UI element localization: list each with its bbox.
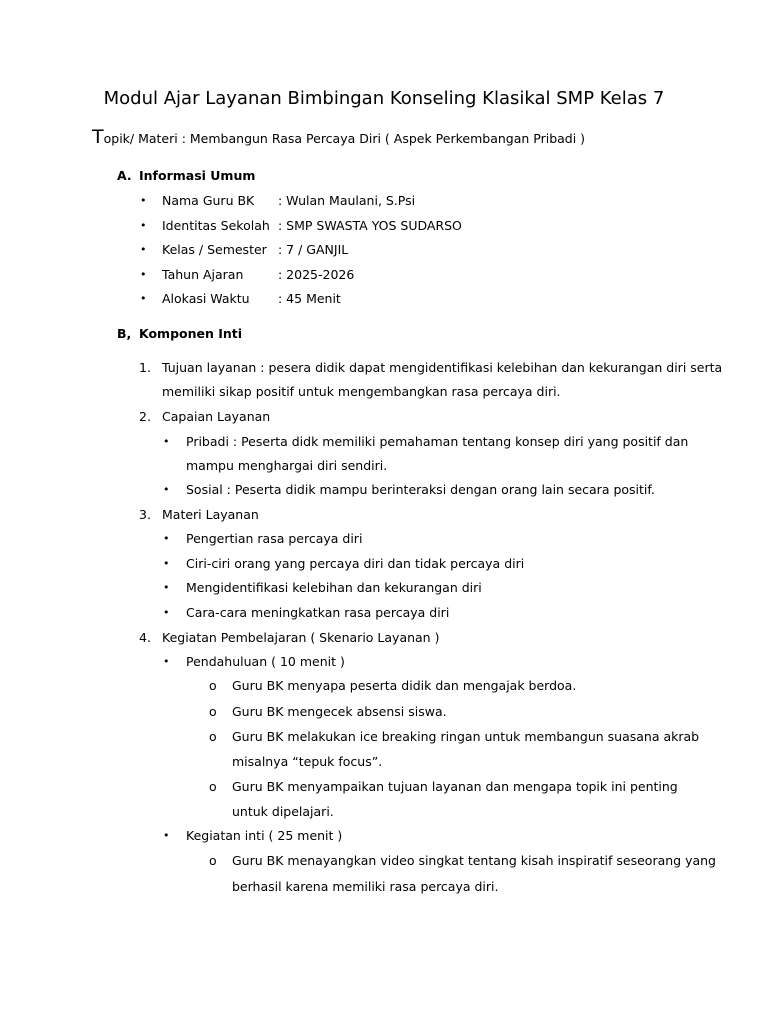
circle-bullet-icon: o <box>209 853 217 868</box>
list-item-text: Guru BK menyampaikan tujuan layanan dan mengapa topik ini penting <box>232 779 678 794</box>
list-item-text: Guru BK mengecek absensi siswa. <box>232 704 447 719</box>
list-number: 3. <box>139 507 151 522</box>
section-a-heading: Informasi Umum <box>139 168 256 183</box>
list-item-text: Pendahuluan ( 10 menit ) <box>186 654 345 669</box>
bullet-icon: • <box>140 243 147 256</box>
list-item-text: memiliki sikap positif untuk mengembangkan rasa percaya diri. <box>162 384 561 399</box>
circle-bullet-icon: o <box>209 678 217 693</box>
section-a-marker: A. <box>117 168 132 183</box>
list-item-text: Guru BK melakukan ice breaking ringan untuk membangun suasana akrab <box>232 729 700 744</box>
bullet-icon: • <box>140 194 147 207</box>
list-item-text: misalnya “tepuk focus”. <box>232 754 383 769</box>
circle-bullet-icon: o <box>209 729 217 744</box>
circle-bullet-icon: o <box>209 779 217 794</box>
info-value: : 7 / GANJIL <box>278 242 349 257</box>
list-number: 4. <box>139 630 151 645</box>
bullet-icon: • <box>163 532 170 545</box>
info-value: : 45 Menit <box>278 291 341 306</box>
list-item-text: Tujuan layanan : pesera didik dapat mengidentifikasi kelebihan dan kekurangan diri serta <box>162 360 723 375</box>
info-label: Nama Guru BK <box>162 193 255 208</box>
bullet-icon: • <box>163 557 170 570</box>
circle-bullet-icon: o <box>209 704 217 719</box>
info-label: Tahun Ajaran <box>162 267 244 282</box>
list-item-text: Kegiatan Pembelajaran ( Skenario Layanan ) <box>162 630 440 645</box>
list-item-text: berhasil karena memiliki rasa percaya diri. <box>232 879 499 894</box>
list-item-text: Pengertian rasa percaya diri <box>186 531 363 546</box>
info-label: Alokasi Waktu <box>162 291 250 306</box>
list-item-text: Cara-cara meningkatkan rasa percaya diri <box>186 605 450 620</box>
list-item-text: Guru BK menyapa peserta didik dan mengajak berdoa. <box>232 678 577 693</box>
bullet-icon: • <box>140 268 147 281</box>
list-item-text: Materi Layanan <box>162 507 259 522</box>
list-item-text: untuk dipelajari. <box>232 804 334 819</box>
info-label: Kelas / Semester <box>162 242 267 257</box>
topic-text: opik/ Materi : Membangun Rasa Percaya Diri ( Aspek Perkembangan Pribadi ) <box>103 131 586 146</box>
section-b-marker: B, <box>117 326 132 341</box>
list-item-text: Kegiatan inti ( 25 menit ) <box>186 828 343 843</box>
bullet-icon: • <box>163 483 170 496</box>
list-item-text: mampu menghargai diri sendiri. <box>186 458 388 473</box>
topic-first-letter: T <box>92 126 104 148</box>
list-item-text: Sosial : Peserta didik mampu berinteraksi dengan orang lain secara positif. <box>186 482 655 497</box>
bullet-icon: • <box>163 435 170 448</box>
topic-line <box>92 126 585 148</box>
bullet-icon: • <box>163 581 170 594</box>
page-title: Modul Ajar Layanan Bimbingan Konseling Klasikal SMP Kelas 7 <box>103 88 665 109</box>
list-item-text: Pribadi : Peserta didk memiliki pemahaman tentang konsep diri yang positif dan <box>186 434 689 449</box>
section-b-heading: Komponen Inti <box>139 326 243 341</box>
info-value: : 2025-2026 <box>278 267 355 282</box>
list-number: 1. <box>139 360 151 375</box>
bullet-icon: • <box>163 655 170 668</box>
list-item-text: Guru BK menayangkan video singkat tentang kisah inspiratif seseorang yang <box>232 853 716 868</box>
bullet-icon: • <box>163 829 170 842</box>
list-item-text: Ciri-ciri orang yang percaya diri dan tidak percaya diri <box>186 556 525 571</box>
list-number: 2. <box>139 409 151 424</box>
list-item-text: Mengidentifikasi kelebihan dan kekurangan diri <box>186 580 482 595</box>
info-value: : Wulan Maulani, S.Psi <box>278 193 416 208</box>
bullet-icon: • <box>140 219 147 232</box>
bullet-icon: • <box>140 292 147 305</box>
bullet-icon: • <box>163 606 170 619</box>
list-item-text: Capaian Layanan <box>162 409 271 424</box>
info-value: : SMP SWASTA YOS SUDARSO <box>278 218 462 233</box>
info-label: Identitas Sekolah <box>162 218 270 233</box>
